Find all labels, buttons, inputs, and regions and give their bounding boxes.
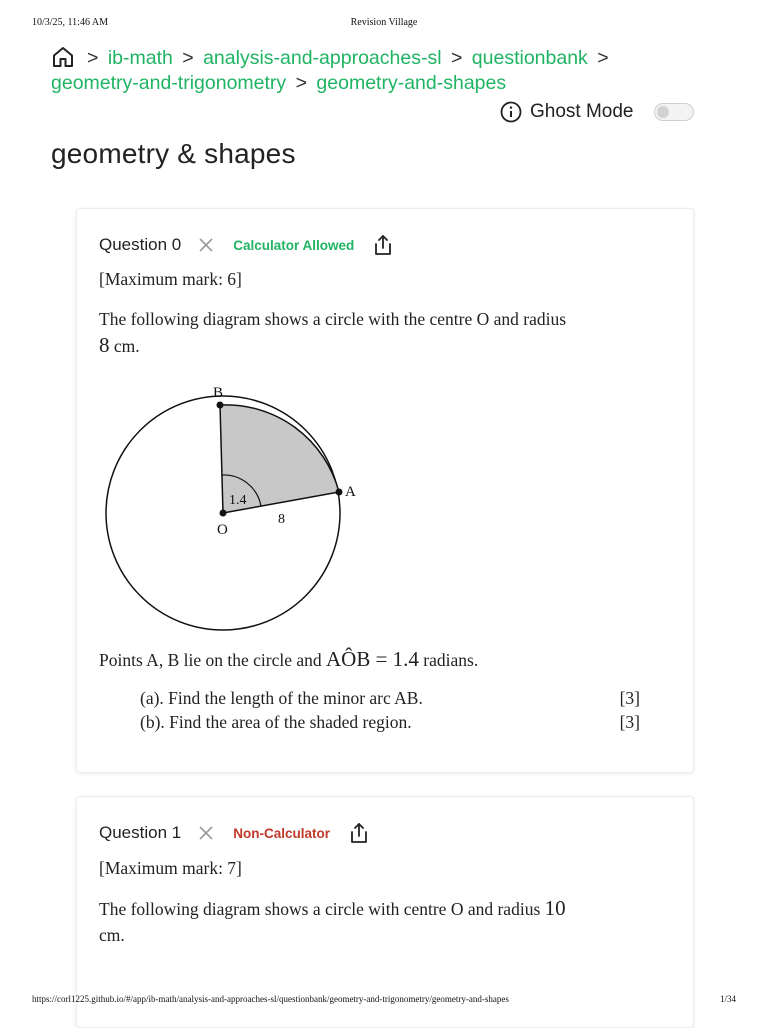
ghost-mode-control <box>500 99 694 125</box>
question-header <box>99 821 370 845</box>
question-part <box>140 712 640 733</box>
point-b <box>217 402 224 409</box>
point-o <box>220 510 227 517</box>
max-mark: [Maximum mark: 6] <box>99 269 242 289</box>
part-marks: [3] <box>619 712 640 732</box>
radius-unit: cm. <box>113 336 140 356</box>
max-mark: [Maximum mark: 7] <box>99 858 242 878</box>
info-icon <box>500 101 522 123</box>
breadcrumb-separator: > <box>450 47 463 69</box>
home-icon[interactable] <box>51 45 75 69</box>
breadcrumb-link-ib-math[interactable]: ib-math <box>107 47 173 69</box>
calculator-badge: Calculator Allowed <box>233 237 355 253</box>
question-statement <box>99 646 679 673</box>
radius-value: 8 <box>99 333 110 357</box>
label-o: O <box>217 522 228 538</box>
statement-text: Points A, B lie on the circle and <box>99 650 322 670</box>
breadcrumb-separator: > <box>182 47 194 69</box>
question-part <box>140 688 640 709</box>
angle-label: 1.4 <box>229 493 247 508</box>
point-a <box>336 489 343 496</box>
page-title: geometry & shapes <box>51 138 296 169</box>
statement-suffix: radians. <box>423 650 479 670</box>
question-intro <box>99 306 659 359</box>
question-header <box>99 233 394 257</box>
share-icon[interactable] <box>348 822 370 844</box>
question-title: Question 0 <box>99 235 182 254</box>
breadcrumb-separator: > <box>597 47 609 69</box>
print-page-title: Revision Village <box>350 17 418 28</box>
print-url: https://corl1225.github.io/#/app/ib-math/analysis-and-approaches-sl/questionbank/geometry-and-trigonometry/geometry-and-shapes <box>32 994 509 1004</box>
part-text: (a). Find the length of the minor arc AB. <box>140 688 423 708</box>
question-intro-text: The following diagram shows a circle with centre O and radius <box>99 899 541 919</box>
breadcrumb-link-geometry-and-trigonometry[interactable]: geometry-and-trigonometry <box>51 72 287 94</box>
radius-label: 8 <box>278 512 285 527</box>
question-intro <box>99 895 659 948</box>
label-a: A <box>345 484 356 500</box>
breadcrumb-separator: > <box>87 47 99 69</box>
radius-value: 10 <box>544 896 566 920</box>
close-icon[interactable] <box>199 238 213 252</box>
breadcrumb-link-analysis-and-approaches-sl[interactable]: analysis-and-approaches-sl <box>203 47 442 69</box>
toggle-knob <box>657 106 669 118</box>
share-icon[interactable] <box>372 234 394 256</box>
part-text: (b). Find the area of the shaded region. <box>140 712 412 732</box>
question-title: Question 1 <box>99 823 182 842</box>
breadcrumb-link-questionbank[interactable]: questionbank <box>471 47 588 69</box>
calculator-badge: Non-Calculator <box>233 825 330 841</box>
ghost-mode-label: Ghost Mode <box>530 101 634 122</box>
breadcrumb <box>51 45 691 96</box>
label-b: B <box>213 385 224 401</box>
breadcrumb-link-geometry-and-shapes[interactable]: geometry-and-shapes <box>316 72 507 94</box>
ghost-mode-toggle[interactable] <box>654 103 694 121</box>
question-intro-text: The following diagram shows a circle with the centre O and radius <box>99 309 567 329</box>
part-marks: [3] <box>619 688 640 708</box>
print-page-number: 1/34 <box>719 994 736 1004</box>
radius-unit: cm. <box>99 925 125 945</box>
print-timestamp: 10/3/25, 11:46 AM <box>32 17 109 28</box>
close-icon[interactable] <box>199 826 213 840</box>
breadcrumb-separator: > <box>295 72 307 94</box>
statement-math: AÔB = 1.4 <box>325 647 419 671</box>
circle-sector-diagram <box>99 377 399 632</box>
question-card <box>76 208 694 773</box>
